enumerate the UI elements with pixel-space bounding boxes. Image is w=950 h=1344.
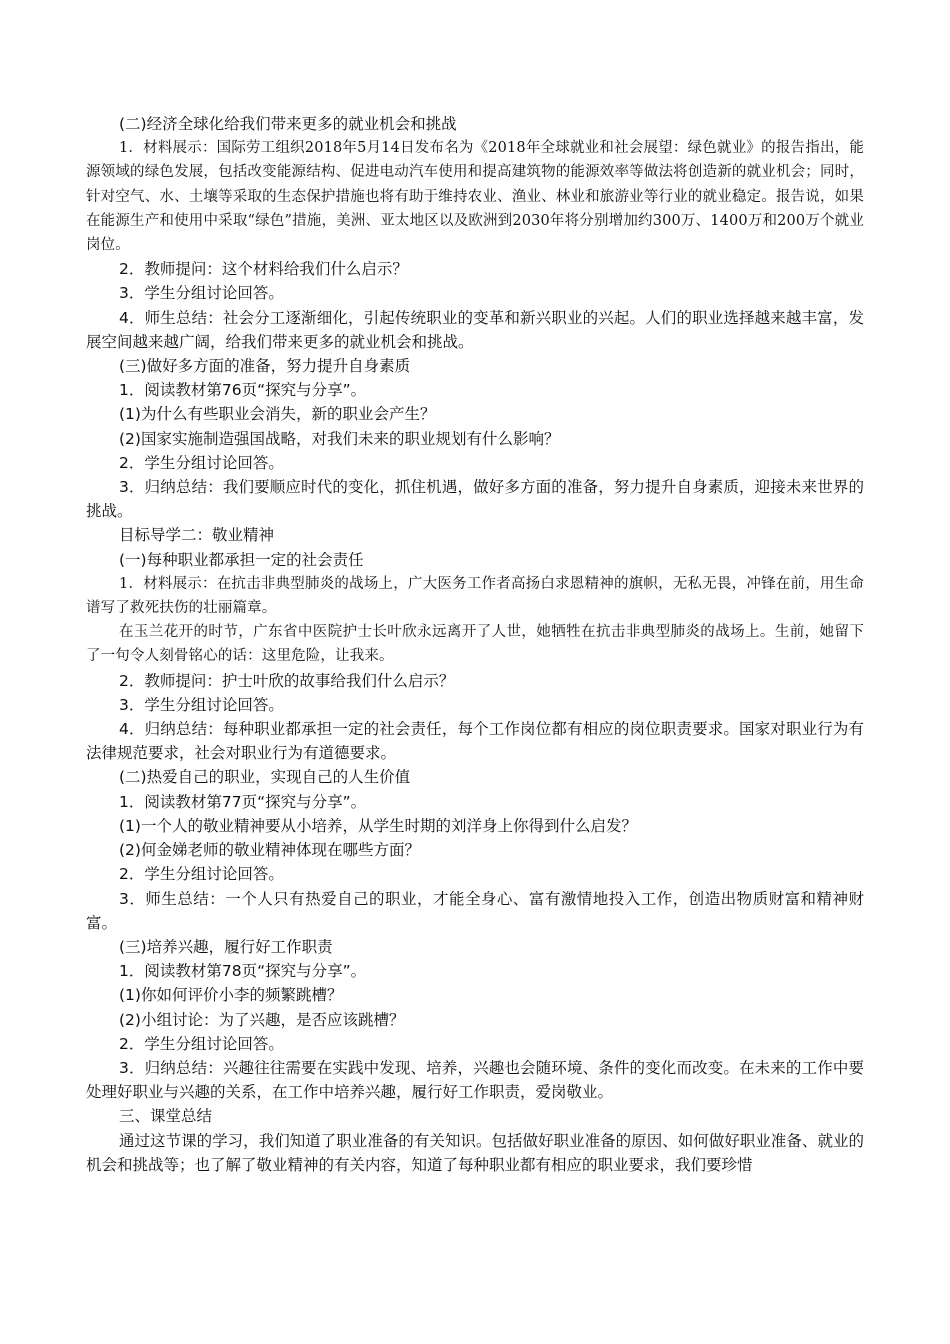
section-heading: (一)每种职业都承担一定的社会责任 — [119, 550, 364, 569]
material-paragraph: 1．材料展示：在抗击非典型肺炎的战场上，广大医务工作者高扬白求恩精神的旗帜，无私无畏，冲锋在前，用生命谱写了救死扶伤的壮丽篇章。 — [86, 575, 864, 617]
section-heading: (三)做好多方面的准备，努力提升自身素质 — [119, 357, 411, 376]
reading-step: 1．阅读教材第78页“探究与分享”。 — [119, 962, 367, 981]
question-item: (2)国家实施制造强国战略，对我们未来的职业规划有什么影响？ — [119, 429, 560, 448]
summary-paragraph: 4．师生总结：社会分工逐渐细化，引起传统职业的变革和新兴职业的兴起。人们的职业选择越来越丰富，发展空间越来越广阔，给我们带来更多的就业机会和挑战。 — [86, 308, 864, 351]
section-heading: 三、课堂总结 — [119, 1107, 213, 1126]
section-heading: (三)培养兴趣，履行好工作职责 — [119, 937, 333, 956]
goal-heading: 目标导学二：敬业精神 — [119, 526, 275, 545]
section-heading: (二)热爱自己的职业，实现自己的人生价值 — [119, 768, 411, 787]
teacher-question: 2．教师提问：这个材料给我们什么启示？ — [119, 260, 408, 279]
material-paragraph: 在玉兰花开的时节，广东省中医院护士长叶欣永远离开了人世，她牺牲在抗击非典型肺炎的战场上。生前，她留下了一句令人刻骨铭心的话：这里危险，让我来。 — [86, 624, 864, 665]
discussion-step: 3．学生分组讨论回答。 — [119, 695, 284, 714]
summary-paragraph: 4．归纳总结：每种职业都承担一定的社会责任，每个工作岗位都有相应的岗位职责要求。国家对职业行为有法律规范要求，社会对职业行为有道德要求。 — [86, 720, 864, 763]
reading-step: 1．阅读教材第76页“探究与分享”。 — [119, 381, 367, 400]
question-item: (2)何金娣老师的敬业精神体现在哪些方面？ — [119, 841, 420, 860]
question-item: (1)你如何评价小李的频繁跳槽？ — [119, 986, 343, 1005]
summary-paragraph: 3．师生总结：一个人只有热爱自己的职业，才能全身心、富有激情地投入工作，创造出物质财富和精神财富。 — [86, 889, 864, 932]
discussion-step: 2．学生分组讨论回答。 — [119, 865, 284, 884]
material-paragraph: 1．材料展示：国际劳工组织2018年5月14日发布名为《2018年全球就业和社会展望：绿色就业》的报告指出，能源领域的绿色发展，包括改变能源结构、促进电动汽车使用和提高建筑物的能源效率等做法将创造新的就业机会；同时，针对空气、水、土壤等采取的生态保护措施也将有助于维持农业、渔业、林业和旅游业等行业的就业稳定。报告说，如果在能源生产和使用中采取“绿色”措施，美洲、亚太地区以及欧洲到2030年将分别增加约300万、1400万和200万个就业岗位。 — [86, 140, 864, 254]
discussion-step: 3．学生分组讨论回答。 — [119, 284, 284, 303]
discussion-step: 2．学生分组讨论回答。 — [119, 1034, 284, 1053]
summary-paragraph: 3．归纳总结：我们要顺应时代的变化，抓住机遇，做好多方面的准备，努力提升自身素质，迎接未来世界的挑战。 — [86, 478, 864, 521]
discussion-step: 2．学生分组讨论回答。 — [119, 453, 284, 472]
question-item: (1)为什么有些职业会消失，新的职业会产生？ — [119, 405, 436, 424]
section-heading: (二)经济全球化给我们带来更多的就业机会和挑战 — [119, 115, 457, 133]
question-item: (2)小组讨论：为了兴趣，是否应该跳槽？ — [119, 1010, 405, 1029]
conclusion-paragraph: 通过这节课的学习，我们知道了职业准备的有关知识。包括做好职业准备的原因、如何做好职业准备、就业的机会和挑战等；也了解了敬业精神的有关内容，知道了每种职业都有相应的职业要求，我们要珍惜 — [86, 1131, 864, 1174]
document-page — [86, 112, 864, 1177]
reading-step: 1．阅读教材第77页“探究与分享”。 — [119, 792, 367, 811]
question-item: (1)一个人的敬业精神要从小培养，从学生时期的刘洋身上你得到什么启发？ — [119, 816, 637, 835]
summary-paragraph: 3．归纳总结：兴趣往往需要在实践中发现、培养，兴趣也会随环境、条件的变化而改变。在未来的工作中要处理好职业与兴趣的关系，在工作中培养兴趣，履行好工作职责，爱岗敬业。 — [86, 1058, 864, 1102]
teacher-question: 2．教师提问：护士叶欣的故事给我们什么启示？ — [119, 671, 455, 690]
